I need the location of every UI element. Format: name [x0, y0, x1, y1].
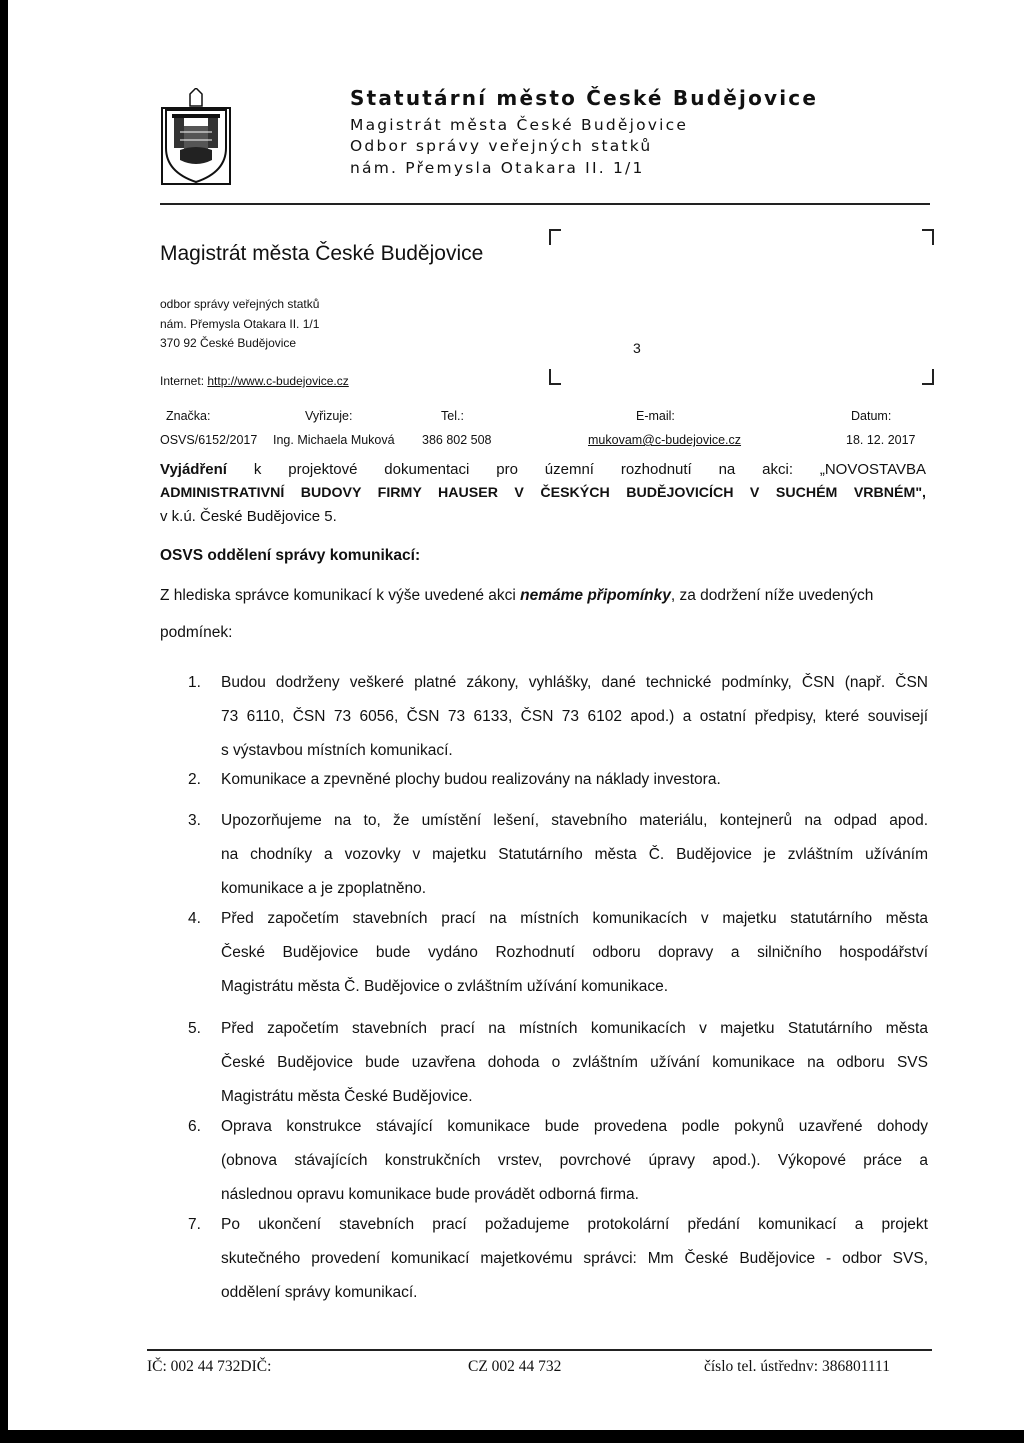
list-item-number: 4.	[188, 910, 201, 927]
list-item-number: 7.	[188, 1216, 201, 1233]
address-corner-tl	[549, 229, 561, 245]
meta-value-handler: Ing. Michaela Muková	[273, 433, 395, 447]
intro-line-2: podmínek:	[160, 624, 233, 641]
list-item-line: Před započetím stavebních prací na místních komunikacích v majetku statutárního města	[221, 910, 928, 927]
meta-label-handler: Vyřizuje:	[305, 409, 353, 423]
footer-phone: číslo tel. ústřednv: 386801111	[704, 1358, 890, 1375]
sender-city: 370 92 České Budějovice	[160, 336, 297, 350]
subject-line-3: v k.ú. České Budějovice 5.	[160, 508, 337, 525]
subject-line-2: ADMINISTRATIVNÍ BUDOVY FIRMY HAUSER V ČESKÝCH BUDĚJOVICÍCH V SUCHÉM VRBNÉM",	[160, 485, 926, 501]
address-corner-bl	[549, 369, 561, 385]
recipient-fragment: 3	[633, 340, 641, 356]
letterhead-department: Odbor správy veřejných statků	[350, 137, 653, 155]
list-item-line: oddělení správy komunikací.	[221, 1284, 418, 1301]
list-item-line: 73 6110, ČSN 73 6056, ČSN 73 6133, ČSN 73 6102 apod.) a ostatní předpisy, které souvisejí	[221, 708, 928, 725]
footer-ico: IČ: 002 44 732DIČ:	[147, 1358, 272, 1375]
list-item-line: na chodníky a vozovky v majetku Statutárního města Č. Budějovice je zvláštním užíváním	[221, 846, 928, 863]
meta-label-email: E-mail:	[636, 409, 675, 423]
letterhead-city: Statutární město České Budějovice	[350, 86, 819, 110]
list-item-line: Magistrátu města České Budějovice.	[221, 1088, 473, 1105]
list-item-line: následnou opravu komunikace bude provádět odborná firma.	[221, 1186, 639, 1203]
sender-title: Magistrát města České Budějovice	[160, 242, 484, 265]
list-item-line: Komunikace a zpevněné plochy budou realizovány na náklady investora.	[221, 771, 721, 788]
meta-value-phone: 386 802 508	[422, 433, 492, 447]
footer-divider	[147, 1349, 932, 1351]
meta-value-email[interactable]: mukovam@c-budejovice.cz	[588, 433, 742, 447]
city-crest-icon	[160, 88, 232, 186]
list-item-number: 5.	[188, 1020, 201, 1037]
list-item-line: Magistrátu města Č. Budějovice o zvláštním užívání komunikace.	[221, 978, 669, 995]
website-link[interactable]: http://www.c-budejovice.cz	[207, 374, 349, 388]
sender-internet: Internet: http://www.c-budejovice.cz	[160, 374, 349, 388]
footer-dic: CZ 002 44 732	[468, 1358, 562, 1375]
meta-label-ref: Značka:	[166, 409, 211, 423]
subject-line-1: Vyjádření k projektové dokumentaci pro územní rozhodnutí na akci: „NOVOSTAVBA	[160, 461, 926, 478]
list-item-line: České Budějovice bude uzavřena dohoda o zvláštním užívání komunikace na odboru SVS	[221, 1054, 928, 1071]
sender-street: nám. Přemysla Otakara II. 1/1	[160, 317, 320, 331]
address-corner-br	[922, 369, 934, 385]
scan-edge	[0, 0, 8, 1443]
letterhead-magistrate: Magistrát města České Budějovice	[350, 116, 689, 134]
list-item-line: skutečného provedení komunikací majetkovému správci: Mm České Budějovice - odbor SVS,	[221, 1250, 928, 1267]
meta-value-date: 18. 12. 2017	[846, 433, 916, 447]
list-item-line: (obnova stávajících konstrukčních vrstev, povrchové úpravy apod.). Výkopové práce a	[221, 1152, 928, 1169]
sender-department: odbor správy veřejných statků	[160, 297, 320, 311]
list-item-line: Před započetím stavebních prací na místních komunikacích v majetku Statutárního města	[221, 1020, 928, 1037]
list-item-number: 6.	[188, 1118, 201, 1135]
list-item-line: s výstavbou místních komunikací.	[221, 742, 453, 759]
letterhead-address: nám. Přemysla Otakara II. 1/1	[350, 159, 645, 177]
list-item-line: České Budějovice bude vydáno Rozhodnutí odboru dopravy a silničního hospodářství	[221, 944, 928, 961]
list-item-line: Po ukončení stavebních prací požadujeme protokolární předání komunikací a projekt	[221, 1216, 928, 1233]
list-item-line: Upozorňujeme na to, že umístění lešení, stavebního materiálu, kontejnerů na odpad apod.	[221, 812, 928, 829]
list-item-line: Budou dodrženy veškeré platné zákony, vyhlášky, dané technické podmínky, ČSN (např. ČSN	[221, 674, 928, 691]
list-item-line: komunikace a je zpoplatněno.	[221, 880, 427, 897]
address-corner-tr	[922, 229, 934, 245]
section-heading: OSVS oddělení správy komunikací:	[160, 547, 421, 564]
meta-value-ref: OSVS/6152/2017	[160, 433, 258, 447]
header-divider	[160, 203, 930, 205]
list-item-number: 2.	[188, 771, 201, 788]
list-item-number: 3.	[188, 812, 201, 829]
recipient-redacted-area	[644, 223, 876, 375]
list-item-line: Oprava konstrukce stávající komunikace bude provedena podle pokynů uzavřené dohody	[221, 1118, 928, 1135]
meta-label-date: Datum:	[851, 409, 892, 423]
list-item-number: 1.	[188, 674, 201, 691]
meta-label-phone: Tel.:	[441, 409, 464, 423]
intro-line-1: Z hlediska správce komunikací k výše uvedené akci nemáme připomínky, za dodržení níže uvedených	[160, 587, 874, 604]
